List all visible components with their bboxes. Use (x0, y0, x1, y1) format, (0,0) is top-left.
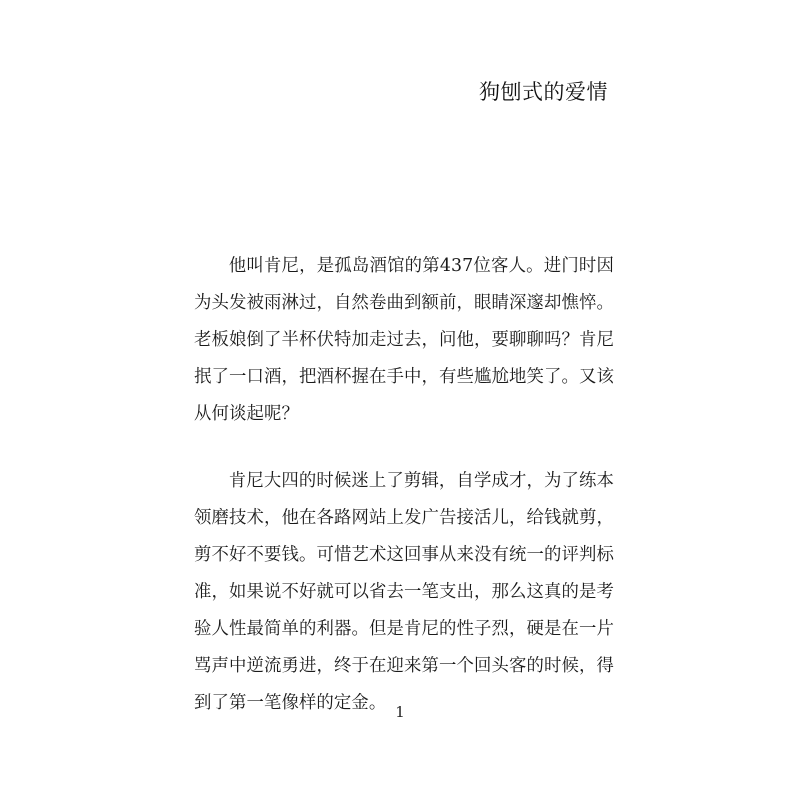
chapter-title: 狗刨式的爱情 (479, 80, 608, 104)
paragraph-2: 肯尼大四的时候迷上了剪辑，自学成才，为了练本领磨技术，他在各路网站上发广告接活儿，给钱就剪，剪不好不要钱。可惜艺术这回事从来没有统一的评判标准，如果说不好就可以省去一笔支出，那么这真的是考验人性最简单的利器。但是肯尼的性子烈，硬是在一片骂声中逆流勇进，终于在迎来第一个回头客的时候，得到了第一笔像样的定金。 (194, 471, 614, 713)
paragraph-1: 他叫肯尼，是孤岛酒馆的第437位客人。进门时因为头发被雨淋过，自然卷曲到额前，眼睛深邃却憔悴。老板娘倒了半杯伏特加走过去，问他，要聊聊吗？肯尼抿了一口酒，把酒杯握在手中，有些尴尬地笑了。又该从何谈起呢？ (194, 256, 614, 424)
page-number: 1 (395, 703, 405, 721)
body-text (194, 248, 614, 722)
